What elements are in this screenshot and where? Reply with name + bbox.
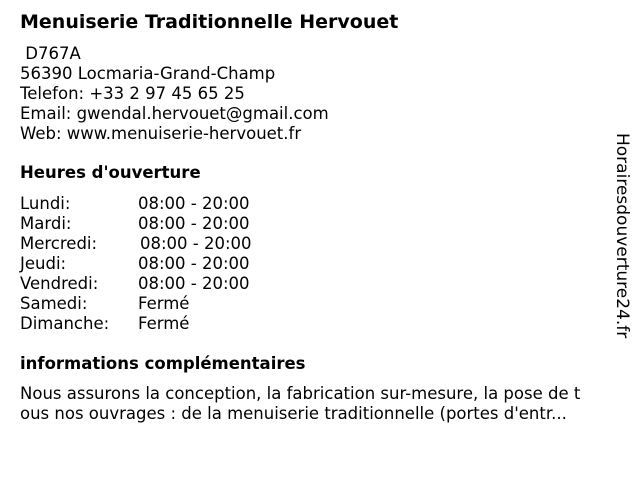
hours-row-thursday	[20, 254, 280, 274]
hours-row-tuesday	[20, 214, 280, 234]
address-block	[20, 44, 329, 144]
day-hours: Fermé	[138, 314, 190, 333]
day-label: Vendredi:	[20, 274, 99, 293]
day-label: Mardi:	[20, 214, 72, 233]
day-label: Jeudi:	[20, 254, 67, 273]
day-hours: 08:00 - 20:00	[138, 254, 250, 273]
day-label: Samedi:	[20, 294, 88, 313]
day-label: Lundi:	[20, 194, 71, 213]
phone-line: Telefon: +33 2 97 45 65 25	[20, 84, 245, 103]
hours-row-wednesday	[20, 234, 280, 254]
day-hours: 08:00 - 20:00	[138, 194, 250, 213]
street-address: D767A	[20, 44, 81, 63]
day-hours: 08:00 - 20:00	[138, 214, 250, 233]
email-line: Email: gwendal.hervouet@gmail.com	[20, 104, 329, 123]
day-label: Dimanche:	[20, 314, 110, 333]
day-label: Mercredi:	[20, 234, 98, 253]
hours-row-friday	[20, 274, 280, 294]
day-hours: 08:00 - 20:00	[140, 234, 252, 253]
site-watermark: Horairesdouverture24.fr	[612, 133, 632, 339]
additional-info-heading: informations complémentaires	[20, 354, 306, 373]
day-hours: Fermé	[138, 294, 190, 313]
city-address: 56390 Locmaria-Grand-Champ	[20, 64, 276, 83]
opening-hours-table	[20, 194, 280, 334]
website-line: Web: www.menuiserie-hervouet.fr	[20, 124, 302, 143]
description-block	[20, 384, 580, 424]
description-line-1: Nous assurons la conception, la fabrication sur-mesure, la pose de t	[20, 384, 581, 403]
description-line-2: ous nos ouvrages : de la menuiserie traditionnelle (portes d'entr...	[20, 404, 567, 423]
opening-hours-heading: Heures d'ouverture	[20, 163, 201, 182]
hours-row-saturday	[20, 294, 280, 314]
business-name: Menuiserie Traditionnelle Hervouet	[20, 11, 399, 33]
hours-row-monday	[20, 194, 280, 214]
hours-row-sunday	[20, 314, 280, 334]
day-hours: 08:00 - 20:00	[138, 274, 250, 293]
